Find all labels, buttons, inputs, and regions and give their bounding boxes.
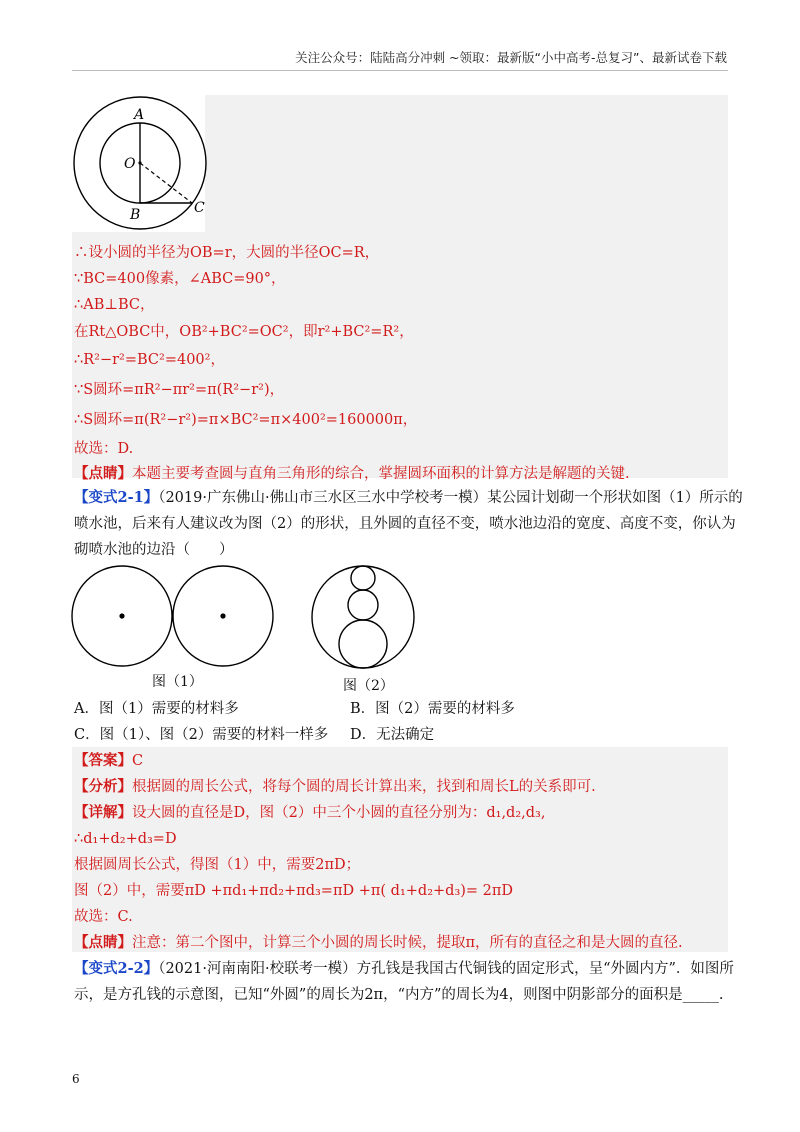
variant21-line-3: 砌喷水池的边沿（ ）	[74, 542, 234, 558]
variant21-note	[74, 933, 683, 953]
answer-line	[74, 751, 143, 771]
option-D: D．无法确定	[350, 727, 435, 743]
label-O: O	[124, 156, 136, 172]
solution-line-2: ∵BC=400像素，∠ABC=90°，	[74, 271, 286, 287]
figure-two-circles	[70, 564, 276, 670]
detail-line-3: 根据圆周长公式，得图（1）中，需要2πD；	[74, 857, 361, 873]
solution-line-6: ∵S圆环=πR²−πr²=π(R²−r²)，	[74, 382, 285, 398]
variant21-line-1	[74, 488, 743, 508]
label-B: B	[130, 207, 141, 223]
header-divider	[72, 70, 728, 71]
analysis-text: 根据圆的周长公式，将每个圆的周长计算出来，找到和周长L的关系即可.	[132, 779, 596, 795]
label-C: C	[194, 200, 205, 216]
page-header: 关注公众号：陆陆高分冲刺 ~领取：最新版“小中高考-总复习”、最新试卷下载	[295, 50, 727, 65]
figure-stacked-circles	[310, 564, 416, 672]
solution-line-8: 故选：D.	[74, 441, 134, 457]
detail-line	[74, 803, 545, 823]
figure2-caption: 图（2）	[343, 678, 394, 694]
variant21-text-1: （2019·广东佛山·佛山市三水区三水中学校考一模）某公园计划砌一个形状如图（1）所示的	[158, 490, 743, 506]
detail-line-5: 故选：C.	[74, 909, 133, 925]
solution-line-1: ∴设小圆的半径为OB=r，大圆的半径OC=R，	[74, 245, 380, 261]
answer-tag: 【答案】	[74, 752, 132, 769]
variant21-note-tag: 【点睛】	[74, 934, 132, 951]
solution-line-4: 在Rt△OBC中，OB²+BC²=OC²，即r²+BC²=R²，	[74, 324, 414, 340]
detail-tag: 【详解】	[74, 804, 132, 821]
concentric-circles-figure	[72, 95, 208, 232]
figure1-caption: 图（1）	[152, 674, 203, 690]
variant21-line-2: 喷水池，后来有人建议改为图（2）的形状，且外圆的直径不变，喷水池边沿的宽度、高度不变，你认为	[74, 516, 736, 532]
note-text: 本题主要考查圆与直角三角形的综合，掌握圆环面积的计算方法是解题的关键.	[132, 466, 630, 482]
variant22-text-1: （2021·河南南阳·校联考一模）方孔钱是我国古代铜钱的固定形式，呈“外圆内方”．如图所	[158, 961, 734, 977]
variant21-note-text: 注意：第二个图中，计算三个小圆的周长时候，提取π，所有的直径之和是大圆的直径.	[132, 935, 683, 951]
label-A: A	[134, 107, 145, 123]
variant22-line-1	[74, 959, 734, 979]
option-C: C．图（1）、图（2）需要的材料一样多	[74, 727, 329, 743]
page-number: 6	[72, 1072, 80, 1086]
detail-line-4: 图（2）中，需要πD +πd₁+πd₂+πd₃=πD +π( d₁+d₂+d₃)= 2πD	[74, 883, 514, 899]
option-B: B．图（2）需要的材料多	[350, 701, 515, 717]
note-tag: 【点睛】	[74, 465, 132, 482]
detail-line-2: ∴d₁+d₂+d₃=D	[74, 831, 177, 847]
answer-value: C	[132, 753, 144, 769]
detail-text: 设大圆的直径是D，图（2）中三个小圆的直径分别为：d₁,d₂,d₃,	[132, 805, 546, 821]
analysis-tag: 【分析】	[74, 778, 132, 795]
analysis-line	[74, 777, 596, 797]
solution-line-3: ∴AB⊥BC，	[74, 297, 155, 313]
variant22-line-2: 示，是方孔钱的示意图，已知“外圆”的周长为2π，“内方”的周长为4，则图中阴影部分的面积是_____.	[74, 987, 724, 1003]
variant22-tag: 【变式2-2】	[74, 960, 159, 977]
solution-note	[74, 464, 630, 484]
solution-line-5: ∴R²−r²=BC²=400²，	[74, 352, 225, 368]
option-A: A．图（1）需要的材料多	[74, 701, 239, 717]
solution-line-7: ∴S圆环=π(R²−r²)=π×BC²=π×400²=160000π，	[74, 412, 418, 428]
variant21-tag: 【变式2-1】	[74, 489, 159, 506]
